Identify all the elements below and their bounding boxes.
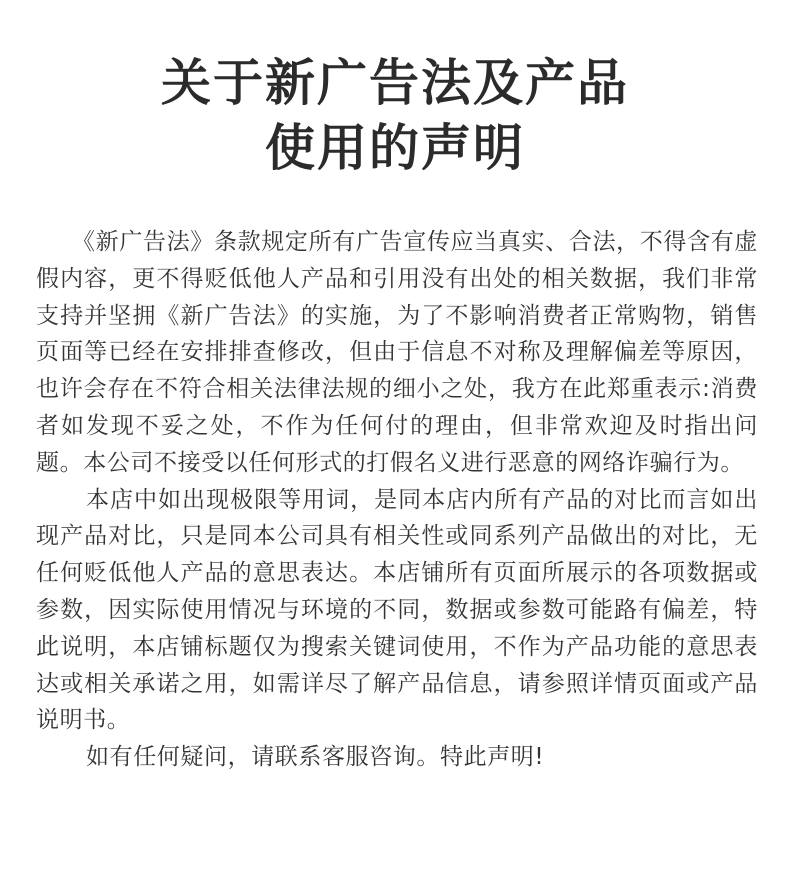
paragraph-contact-notice: 如有任何疑问，请联系客服咨询。特此声明! xyxy=(86,744,545,771)
paragraph-product-comparison: 本店中如出现极限等用词，是同本店内所有产品的对比而言如出现产品对比，只是同本公司具有相关性或同系列产品做出的对比，无任何贬低他人产品的意思表达。本店铺所有页面所展示的各项数据或参数，因实际使用情况与环境的不同，数据或参数可能路有偏差，特此说明，本店铺标题仅为搜索关键词使用，不作为产品功能的意思表达或相关承诺之用，如需详尽了解产品信息，请参照详情页面或产品说明书。 xyxy=(36,486,758,734)
paragraph-advertising-law: 《新广告法》条款规定所有广告宣传应当真实、合法，不得含有虚假内容，更不得贬低他人产品和引用没有出处的相关数据，我们非常支持并坚拥《新广告法》的实施，为了不影响消费者正常购物，销售页面等已经在安排排查修改，但由于信息不对称及理解偏差等原因，也许会存在不符合相关法律法规的细小之处，我方在此郑重表示:消费者如发现不妥之处，不作为任何付的理由，但非常欢迎及时指出问题。本公司不接受以任何形式的打假名义进行恶意的网络诈骗行为。 xyxy=(36,229,758,476)
title-line-2: 使用的声明 xyxy=(265,118,525,177)
title-line-1: 关于新广告法及产品 xyxy=(161,53,629,112)
declaration-body xyxy=(36,224,758,776)
